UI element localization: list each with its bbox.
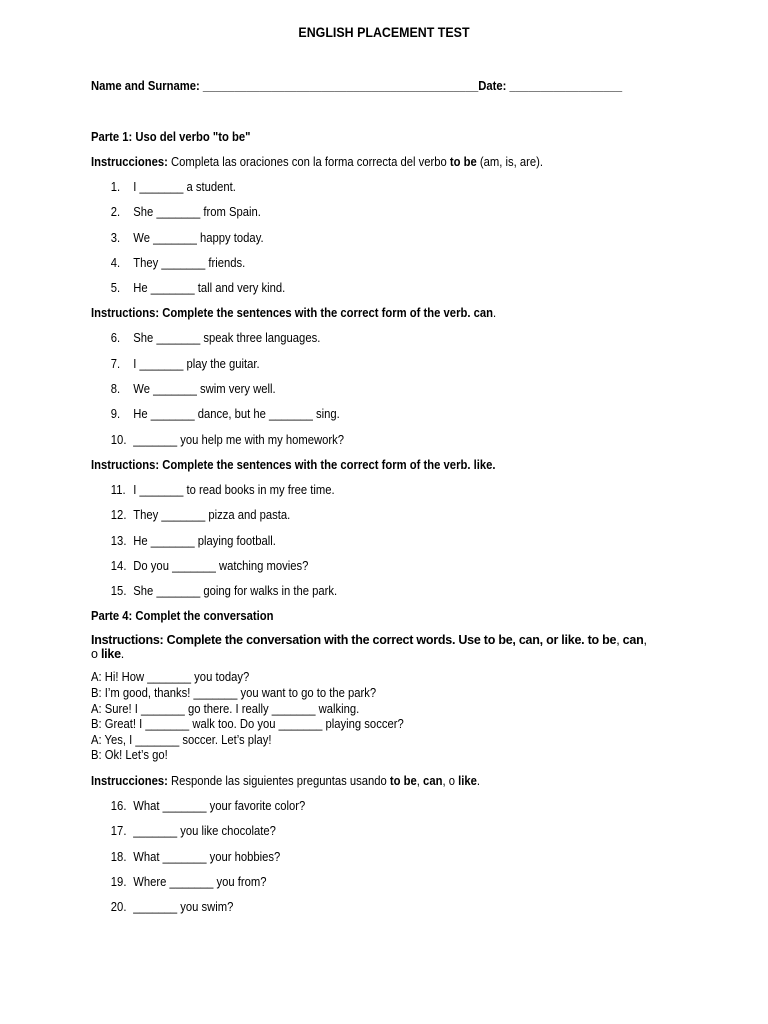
question-text: I _______ play the guitar. [133, 356, 260, 371]
question-number: 9. [110, 407, 121, 422]
question-item [91, 255, 604, 271]
question-item [91, 204, 604, 220]
question-number: 1. [110, 180, 121, 194]
page-title: ENGLISH PLACEMENT TEST [298, 25, 470, 40]
question-item [91, 849, 604, 865]
part4-instr-can: can [622, 633, 644, 648]
question-item [91, 330, 604, 346]
question-item [91, 280, 604, 296]
part5-instructions [91, 773, 604, 789]
dialogue-line: A: Hi! How _______ you today? [91, 670, 250, 685]
question-text: They _______ pizza and pasta. [133, 508, 291, 523]
part1-instr-bold: to be [449, 155, 477, 169]
question-item [91, 406, 604, 422]
question-text: Where _______ you from? [133, 874, 267, 889]
question-item [91, 874, 604, 890]
dialogue-line: A: Yes, I _______ soccer. Let’s play! [91, 732, 272, 747]
question-number: 16. [110, 799, 127, 814]
question-number: 20. [110, 900, 127, 915]
part2-items [91, 330, 661, 447]
question-number: 3. [110, 230, 121, 245]
part2-instructions [91, 305, 604, 321]
question-text: Do you _______ watching movies? [133, 558, 309, 573]
question-number: 15. [110, 584, 127, 599]
question-text: _______ you swim? [133, 900, 234, 915]
question-item [91, 507, 604, 523]
question-number: 19. [110, 874, 127, 889]
question-item [91, 823, 604, 839]
question-item [91, 583, 604, 599]
dialogue-line: B: Ok! Let’s go! [91, 748, 168, 763]
part3-instr-label: Instructions: Complete the sentences with the correct form of the verb. like [91, 457, 493, 472]
question-text: She _______ going for walks in the park. [133, 584, 338, 599]
question-text: We _______ happy today. [133, 230, 264, 245]
question-number: 14. [110, 558, 127, 573]
part5-instr-b1: to be [389, 774, 417, 789]
question-text: What _______ your hobbies? [133, 849, 281, 864]
part4-instr-like: like [100, 647, 121, 662]
question-text: _______ you like chocolate? [133, 824, 276, 839]
document-body [91, 78, 661, 925]
question-item [91, 230, 604, 246]
part5-instr-end: . [476, 774, 480, 789]
question-item [91, 482, 604, 498]
part2-instr-label: Instructions: Complete the sentences with the correct form of the verb. can [91, 306, 493, 321]
question-text: She _______ from Spain. [133, 205, 261, 220]
part5-instr-sep2: , o [442, 774, 459, 789]
question-item [91, 558, 604, 574]
question-number: 5. [110, 281, 121, 296]
question-item [91, 798, 604, 814]
part1-instr-label: Instrucciones: [91, 155, 168, 169]
dialogue-line: B: I’m good, thanks! _______ you want to go to the park? [91, 686, 377, 701]
conversation [91, 670, 661, 764]
part4-instructions [91, 633, 651, 661]
question-number: 10. [110, 432, 127, 447]
part2-instr-post: . [492, 306, 497, 321]
question-number: 4. [110, 255, 121, 270]
question-number: 6. [110, 331, 121, 346]
question-item [91, 533, 604, 549]
question-text: I _______ a student. [133, 180, 236, 194]
question-text: We _______ swim very well. [133, 382, 276, 397]
part1-heading: Parte 1: Uso del verbo "to be" [91, 130, 251, 144]
part4-instr-text: Instructions: Complete the conversation with the correct words. Use to be, can, or like. to be [91, 633, 617, 648]
part5-items [91, 798, 661, 915]
question-text: I _______ to read books in my free time. [133, 482, 335, 497]
dialogue-line: A: Sure! I _______ go there. I really _______ walking. [91, 701, 360, 716]
question-text: _______ you help me with my homework? [133, 432, 345, 447]
part5-instr-label: Instrucciones: [91, 774, 168, 789]
part5-instr-b2: can [423, 774, 443, 789]
part5-instr-pre: Responde las siguientes preguntas usando [167, 774, 390, 789]
question-number: 18. [110, 849, 127, 864]
question-text: She _______ speak three languages. [133, 331, 321, 346]
question-number: 17. [110, 824, 127, 839]
question-text: He _______ playing football. [133, 533, 276, 548]
question-item [91, 381, 604, 397]
part3-items [91, 482, 661, 599]
name-date-line: Name and Surname: ____________________________________________Date: __________________ [91, 79, 623, 93]
question-text: He _______ dance, but he _______ sing. [133, 407, 340, 422]
question-number: 8. [110, 382, 121, 397]
part1-instr-pre: Completa las oraciones con la forma correcta del verbo [167, 155, 450, 169]
question-text: He _______ tall and very kind. [133, 281, 286, 296]
part5-instr-sep1: , [416, 774, 424, 789]
part4-instr-end: . [120, 647, 125, 662]
question-item [91, 356, 604, 372]
question-text: They _______ friends. [133, 255, 246, 270]
part3-instr-post: . [492, 457, 496, 472]
part4-heading: Parte 4: Complet the conversation [91, 609, 274, 624]
part1-items [91, 179, 661, 296]
question-number: 2. [110, 205, 121, 220]
question-number: 11. [110, 482, 126, 497]
part1-instructions [91, 154, 604, 170]
question-item [91, 432, 604, 448]
question-number: 13. [110, 533, 127, 548]
question-text: What _______ your favorite color? [133, 799, 306, 814]
question-number: 12. [110, 508, 127, 523]
part5-instr-b3: like [458, 774, 477, 789]
part4-instr-sep2: , o [91, 633, 647, 662]
dialogue-line: B: Great! I _______ walk too. Do you _______ playing soccer? [91, 717, 404, 732]
question-item [91, 179, 604, 195]
part3-instructions [91, 457, 604, 473]
part4-instr-sep1: , [616, 633, 623, 648]
question-number: 7. [110, 356, 121, 371]
part1-instr-post: (am, is, are). [476, 155, 544, 169]
question-item [91, 899, 604, 915]
